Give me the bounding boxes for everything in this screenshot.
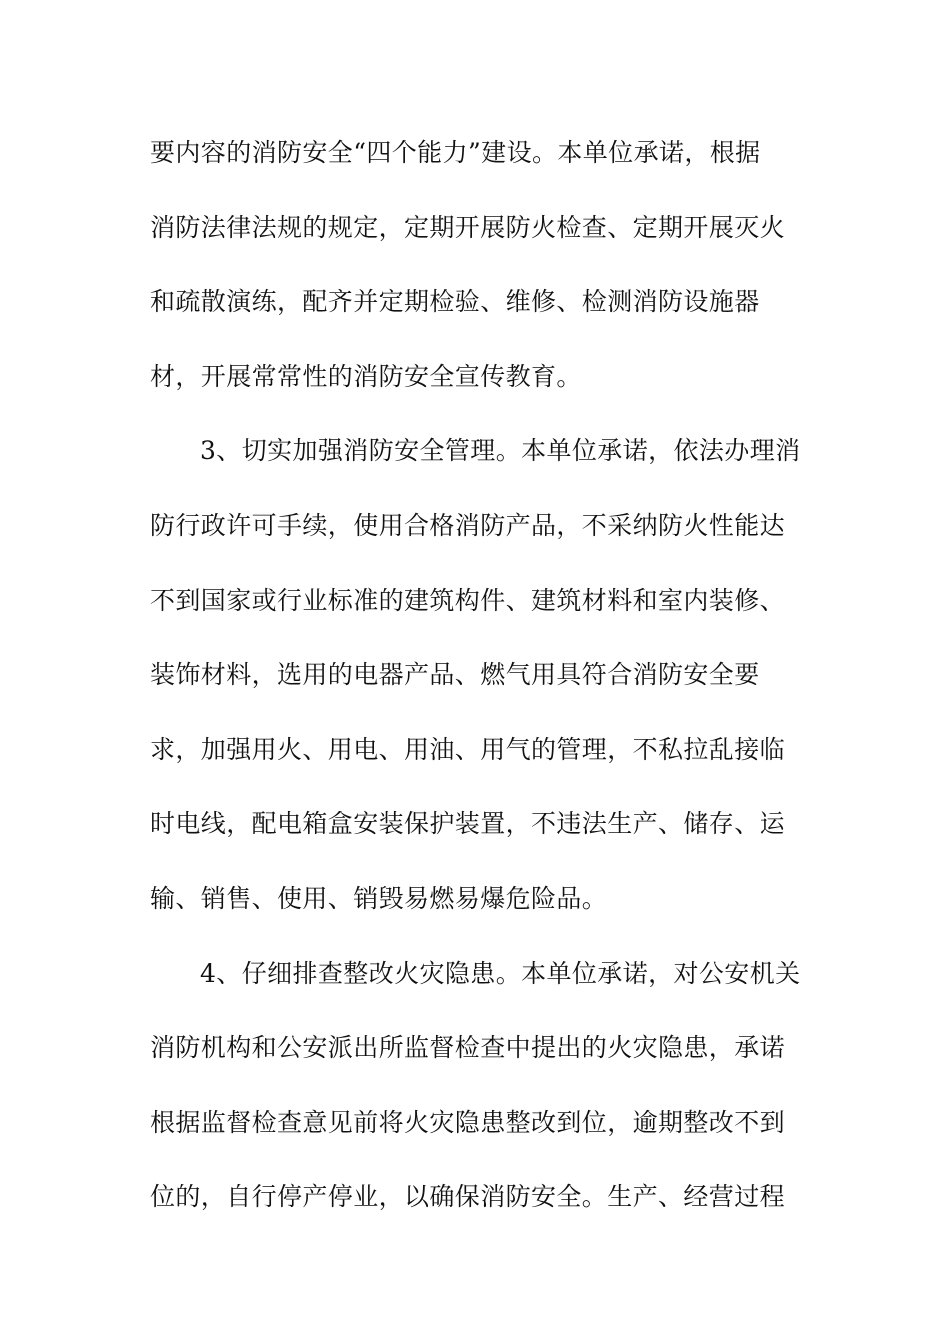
text-line-9: 求，加强用火、用电、用油、用气的管理，不私拉乱接临 xyxy=(150,734,786,764)
text-line-1: 要内容的消防安全“四个能力”建设。本单位承诺，根据 xyxy=(150,138,761,167)
text-line-6: 防行政许可手续，使用合格消防产品，不采纳防火性能达 xyxy=(150,510,786,540)
text-line-3: 和疏散演练，配齐并定期检验、维修、检测消防设施器 xyxy=(150,287,760,317)
text-line-13: 消防机构和公安派出所监督检查中提出的火灾隐患，承诺 xyxy=(150,1033,786,1063)
document-body xyxy=(150,128,810,1247)
text-line-11: 输、销售、使用、销毁易燃易爆危险品。 xyxy=(150,883,608,913)
paragraph-3-line-1: 3、切实加强消防安全管理。本单位承诺，依法办理消 xyxy=(200,436,801,466)
text-line-4: 材，开展常常性的消防安全宣传教育。 xyxy=(150,361,582,391)
paragraph-4-line-1: 4、仔细排查整改火灾隐患。本单位承诺，对公安机关 xyxy=(200,958,801,988)
text-line-8: 装饰材料，选用的电器产品、燃气用具符合消防安全要 xyxy=(150,660,760,690)
text-line-15: 位的，自行停产停业，以确保消防安全。生产、经营过程 xyxy=(150,1182,786,1212)
text-line-7: 不到国家或行业标准的建筑构件、建筑材料和室内装修、 xyxy=(150,585,786,615)
text-line-14: 根据监督检查意见前将火灾隐患整改到位，逾期整改不到 xyxy=(150,1107,786,1137)
text-line-2: 消防法律法规的规定，定期开展防火检查、定期开展灭火 xyxy=(150,212,786,242)
text-line-10: 时电线，配电箱盒安装保护装置，不违法生产、储存、运 xyxy=(150,809,786,839)
